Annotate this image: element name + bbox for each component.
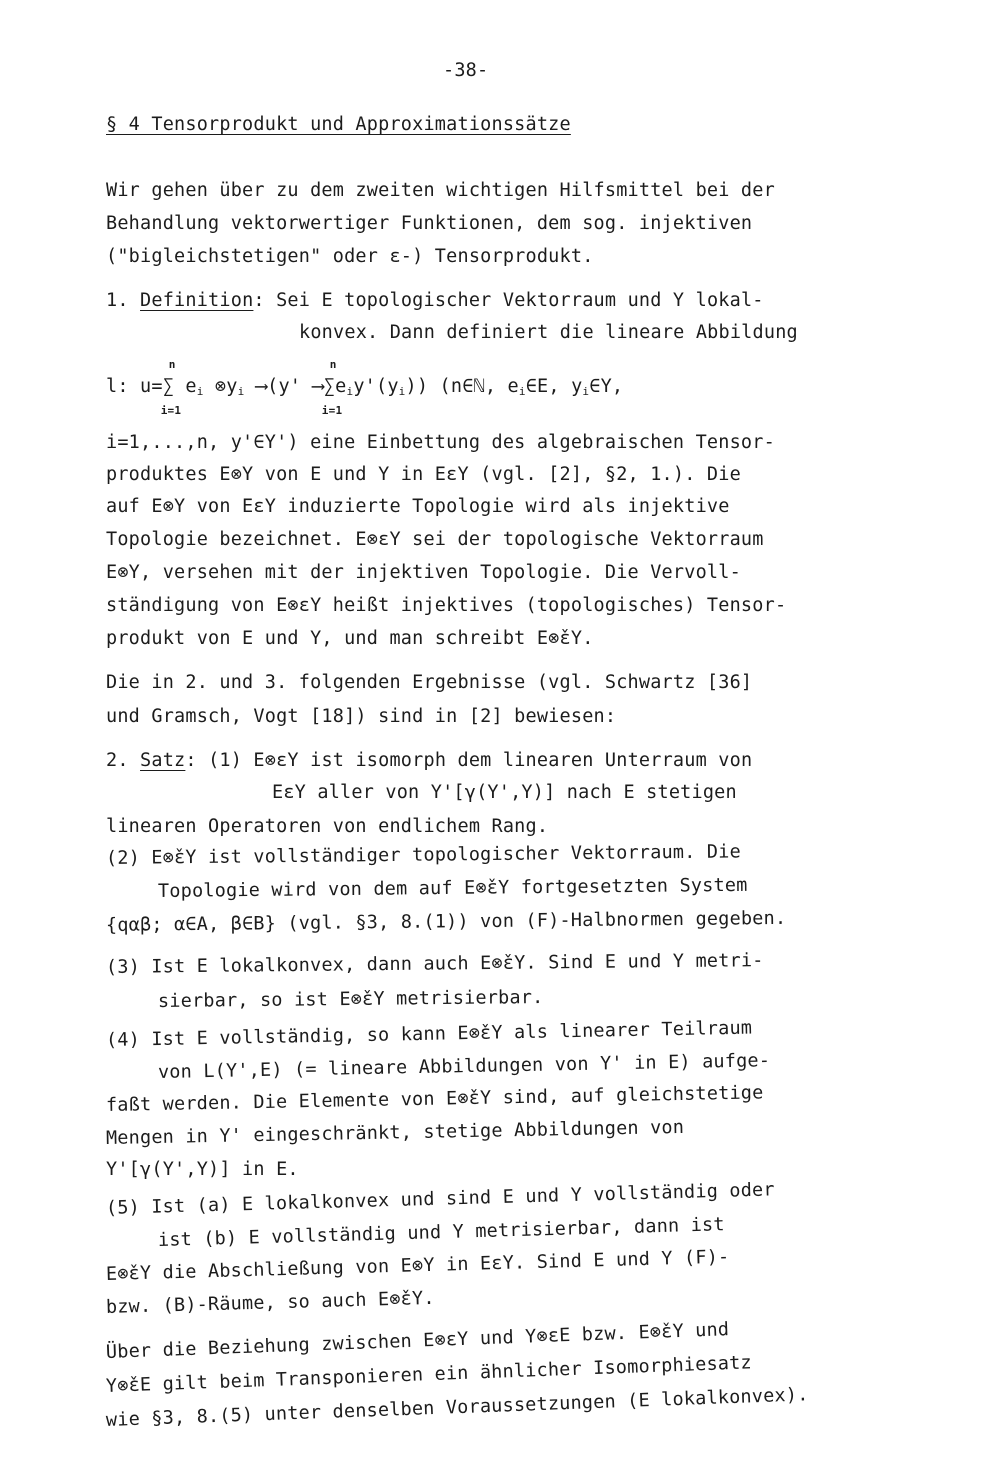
formula-sub-i-4: i: [398, 385, 406, 398]
satz-number: 2.: [106, 750, 129, 771]
satz-item-2-line-3: {qαβ; α∈A, β∈B} (vgl. §3, 8.(1)) von (F)-Halbnormen gegeben.: [105, 907, 787, 936]
sum-lower-limit: i=1: [160, 404, 182, 417]
paragraph-4-line-3: wie §3, 8.(5) unter denselben Voraussetzungen (E lokalkonvex).: [105, 1384, 809, 1431]
sum-sign-2: ∑ n i=1: [324, 374, 335, 400]
paragraph-1-line-3: ("bigleichstetigen" oder ε-) Tensorprodukt.: [106, 246, 594, 267]
formula-rhs-y: y'(y: [353, 376, 399, 397]
satz-item-5-line-1: (5) Ist (a) E lokalkonvex und sind E und Y vollständig oder: [105, 1179, 775, 1219]
sum-upper-limit: n: [168, 358, 176, 371]
definition-text: : Sei E topologischer Vektorraum und Y lokal-: [253, 290, 764, 311]
satz-item-4-line-2: von L(Y',E) (= lineare Abbildungen von Y' in E) aufge-: [157, 1050, 771, 1083]
satz-item-4-line-4: Mengen in Y' eingeschränkt, stetige Abbildungen von: [105, 1116, 685, 1149]
definition-number: 1.: [106, 290, 129, 311]
formula-sub-i-6: i: [582, 385, 590, 398]
paragraph-1-line-1: Wir gehen über zu dem zweiten wichtigen Hilfsmittel bei der: [106, 180, 775, 201]
paragraph-2-line-1: i=1,...,n, y'∈Y') eine Einbettung des algebraischen Tensor-: [106, 432, 775, 453]
formula-rhs-n: )) (n∈ℕ, e: [405, 376, 519, 397]
formula-line: [106, 358, 624, 417]
satz-heading: [106, 748, 752, 774]
satz-item-5-line-3: E⊗̌εY die Abschließung von E⊗Y in EεY. Sind E und Y (F)-: [105, 1246, 730, 1285]
satz-item-5-line-2: ist (b) E vollständig und Y metrisierbar, dann ist: [157, 1214, 725, 1251]
formula-lhs: l: u=: [106, 376, 163, 397]
satz-line-2: EεY aller von Y'[γ(Y',Y)] nach E stetigen: [272, 782, 737, 803]
formula-rhs-y-in: ∈Y,: [589, 376, 624, 397]
paragraph-2-line-5: E⊗Y, versehen mit der injektiven Topologie. Die Vervoll-: [106, 562, 741, 583]
satz-item-5-line-4: bzw. (B)-Räume, so auch E⊗̌εY.: [105, 1287, 435, 1318]
formula-term-y: ⊗y: [214, 376, 238, 397]
formula-term-e: e: [185, 376, 197, 397]
satz-text: : (1) E⊗εY ist isomorph dem linearen Unterraum von: [185, 750, 753, 771]
satz-item-3-line-1: (3) Ist E lokalkonvex, dann auch E⊗̌εY. Sind E und Y metri-: [105, 950, 764, 978]
page-number: -38-: [443, 60, 489, 81]
paragraph-3-line-2: und Gramsch, Vogt [18]) sind in [2] bewiesen:: [106, 706, 617, 727]
paragraph-2-line-4: Topologie bezeichnet. E⊗εY sei der topologische Vektorraum: [106, 529, 764, 550]
satz-item-4-line-1: (4) Ist E vollständig, so kann E⊗̌εY als linearer Teilraum: [105, 1017, 753, 1051]
satz-item-2-line-1: (2) E⊗̌εY ist vollständiger topologischer Vektorraum. Die: [105, 841, 742, 869]
paragraph-2-line-7: produkt von E und Y, und man schreibt E⊗̌εY.: [106, 628, 594, 649]
definition-heading: [106, 288, 764, 314]
paragraph-2-line-6: ständigung von E⊗εY heißt injektives (topologisches) Tensor-: [106, 595, 787, 616]
formula-sub-i: i: [196, 385, 204, 398]
formula-sub-i-2: i: [237, 385, 245, 398]
definition-line-2: konvex. Dann definiert die lineare Abbildung: [299, 322, 798, 343]
satz-line-3: linearen Operatoren von endlichem Rang.: [106, 816, 549, 837]
satz-item-3-line-2: sierbar, so ist E⊗̌εY metrisierbar.: [157, 986, 544, 1012]
formula-rhs-e-in: ∈E, y: [525, 376, 583, 397]
paragraph-2-line-2: produktes E⊗Y von E und Y in EεY (vgl. [2], §2, 1.). Die: [106, 464, 741, 485]
formula-sub-i-5: i: [518, 385, 526, 398]
satz-item-2-line-2: Topologie wird von dem auf E⊗̌εY fortgesetzten System: [157, 874, 748, 902]
sum-lower-limit-2: i=1: [321, 404, 343, 417]
paragraph-4-line-2: Y⊗̌εE gilt beim Transponieren ein ähnlicher Isomorphiesatz: [105, 1352, 753, 1397]
formula-arrow: ⟶(y' ⟶: [255, 376, 324, 397]
formula-sub-i-3: i: [346, 385, 354, 398]
sum-upper-limit-2: n: [329, 358, 337, 371]
paragraph-2-line-3: auf E⊗Y von EεY induzierte Topologie wird als injektive: [106, 496, 730, 517]
section-title: § 4 Tensorprodukt und Approximationssätze: [106, 114, 571, 135]
satz-label: Satz: [140, 750, 186, 771]
paragraph-4-line-1: Über die Beziehung zwischen E⊗εY und Y⊗εE bzw. E⊗̌εY und: [105, 1319, 730, 1363]
paragraph-3-line-1: Die in 2. und 3. folgenden Ergebnisse (vgl. Schwartz [36]: [106, 672, 753, 693]
formula-rhs-e: e: [335, 376, 347, 397]
satz-item-4-line-5: Y'[γ(Y',Y)] in E.: [106, 1159, 299, 1180]
satz-item-4-line-3: faßt werden. Die Elemente von E⊗̌εY sind, auf gleichstetige: [105, 1082, 764, 1116]
paragraph-1-line-2: Behandlung vektorwertiger Funktionen, dem sog. injektiven: [106, 213, 753, 234]
definition-label: Definition: [140, 290, 254, 311]
sum-sign: ∑ n i=1: [163, 374, 174, 400]
